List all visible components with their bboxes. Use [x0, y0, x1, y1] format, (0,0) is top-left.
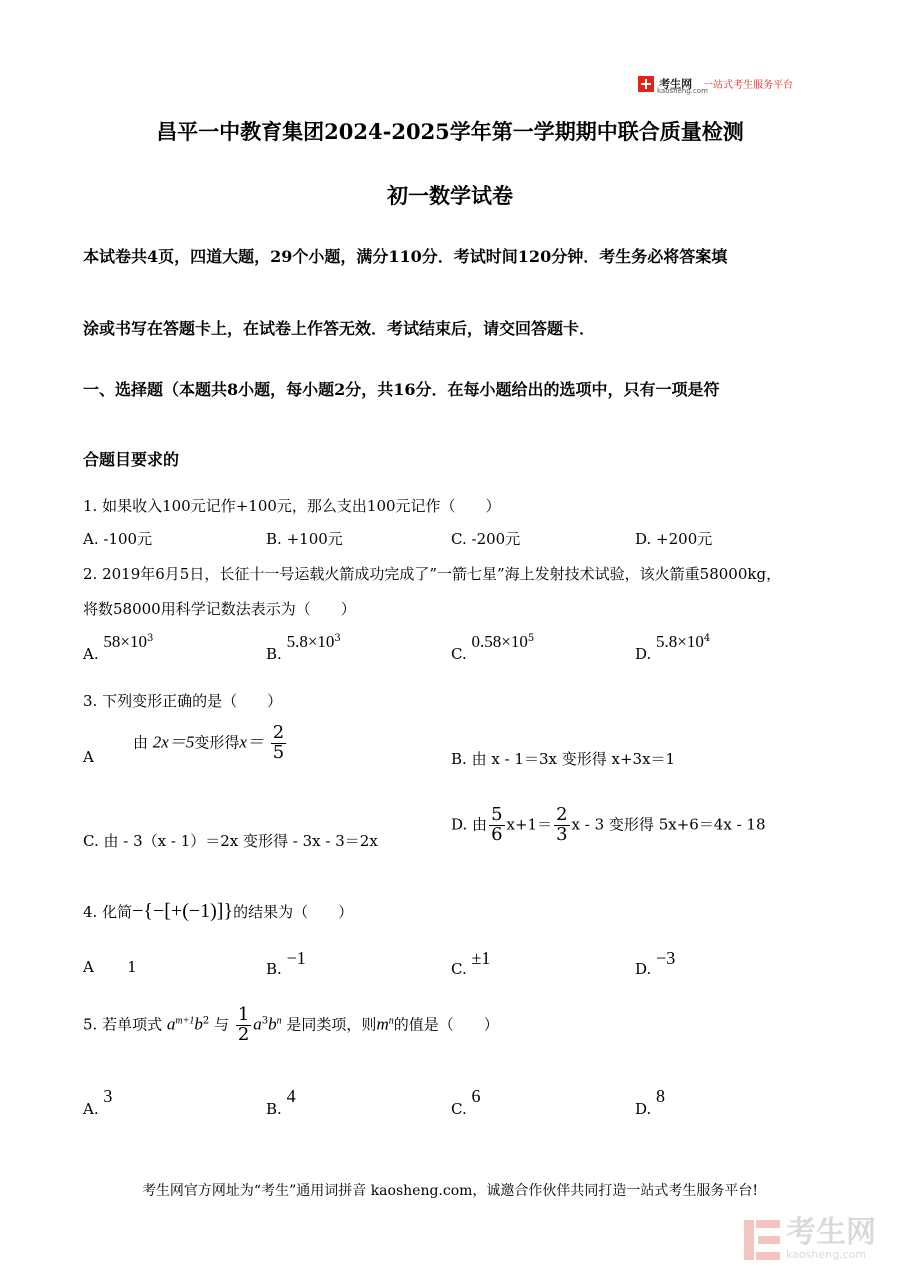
- q5-option-b[interactable]: B. 4: [266, 1086, 296, 1118]
- q4-option-d[interactable]: D. −3: [635, 948, 676, 978]
- header-logo: [638, 73, 794, 95]
- logo-name: 考生网: [659, 77, 693, 91]
- fraction: $\frac{5}{6}$: [491, 804, 503, 845]
- q1-option-c[interactable]: C. -200元: [451, 530, 521, 548]
- q2-option-b[interactable]: B. $5.8\times 10^3$: [266, 632, 341, 663]
- fraction: $\frac{2}{5}$: [272, 722, 285, 763]
- q3-option-b[interactable]: B. 由 x - 1＝3x 变形得 x+3x＝1: [451, 750, 676, 768]
- q1-stem: 1. 如果收入100元记作+100元，那么支出100元记作（ ）: [83, 497, 501, 515]
- q1-option-d[interactable]: D. +200元: [635, 530, 713, 548]
- q3-option-a-label[interactable]: A: [83, 748, 94, 766]
- watermark-name: 考生网: [786, 1215, 876, 1250]
- q1-option-b[interactable]: B. +100元: [266, 530, 343, 548]
- q2-stem-2: 将数58000用科学记数法表示为（ ）: [83, 600, 356, 618]
- q4-option-c[interactable]: C. ±1: [451, 948, 491, 978]
- section-1-heading-cont: 合题目要求的: [83, 450, 180, 469]
- exam-subtitle: 初一数学试卷: [387, 183, 513, 208]
- watermark-icon: [744, 1220, 780, 1260]
- exam-title: 昌平一中教育集团2024-2025学年第一学期期中联合质量检测: [156, 119, 744, 144]
- q4-expression: −{−[+(−1)]}: [132, 900, 234, 922]
- q3-stem: 3. 下列变形正确的是（ ）: [83, 692, 283, 710]
- q5-option-c[interactable]: C. 6: [451, 1086, 481, 1118]
- q2-option-c[interactable]: C. $0.58\times 10^5$: [451, 632, 535, 663]
- logo-icon: [638, 76, 654, 92]
- intro-line-1: 本试卷共4页，四道大题，29个小题，满分110分．考试时间120分钟．考生务必将答案填: [83, 247, 728, 266]
- q3-option-d[interactable]: D. 由 $\frac{5}{6}$ x+1＝ $\frac{2}{3}$ x - 3 变形得 5x+6＝4x - 18: [451, 804, 766, 845]
- q4-option-b[interactable]: B. −1: [266, 948, 306, 978]
- q1-option-a[interactable]: A. -100元: [83, 530, 153, 548]
- q5-option-d[interactable]: D. 8: [635, 1086, 666, 1118]
- q2-option-d[interactable]: D. $5.8\times 10^4$: [635, 632, 711, 663]
- watermark-sub: kaosheng.com: [786, 1248, 867, 1261]
- q5-stem: 5. 若单项式 $a^{m+1}b^2$ 与 $\frac{1}{2}$ $a^3b^n$ 是同类项，则$m^n$的值是（ ）: [83, 1004, 499, 1045]
- q5-option-a[interactable]: A. 3: [83, 1086, 113, 1118]
- watermark-logo: [744, 1215, 876, 1261]
- footer-text: 考生网官方网址为“考生”通用词拼音 kaosheng.com，诚邀合作伙伴共同打造一站式考生服务平台!: [141, 1183, 759, 1199]
- q2-stem-1: 2. 2019年6月5日，长征十一号运载火箭成功完成了”一箭七星”海上发射技术试验，该火箭重58000kg，: [83, 565, 782, 583]
- fraction: $\frac{2}{3}$: [556, 804, 568, 845]
- q3-option-c[interactable]: C. 由 - 3（x - 1）＝2x 变形得 - 3x - 3＝2x: [83, 832, 378, 850]
- logo-tagline: 一站式考生服务平台: [703, 80, 794, 91]
- intro-line-2: 涂或书写在答题卡上，在试卷上作答无效．考试结束后，请交回答题卡．: [83, 319, 596, 338]
- q4-option-a[interactable]: A 1: [83, 958, 137, 976]
- section-1-heading: 一、选择题（本题共8小题，每小题2分，共16分．在每小题给出的选项中，只有一项是符: [83, 380, 720, 399]
- fraction: $\frac{1}{2}$: [237, 1004, 250, 1045]
- q3-option-a[interactable]: 由 2x＝5变形得x＝ $\frac{2}{5}$: [133, 722, 285, 763]
- logo-sub: kaosheng.com: [657, 87, 708, 95]
- q2-option-a[interactable]: A. $58\times 10^3$: [83, 632, 154, 663]
- q4-stem: 4. 化简−{−[+(−1)]}的结果为（ ）: [83, 900, 354, 922]
